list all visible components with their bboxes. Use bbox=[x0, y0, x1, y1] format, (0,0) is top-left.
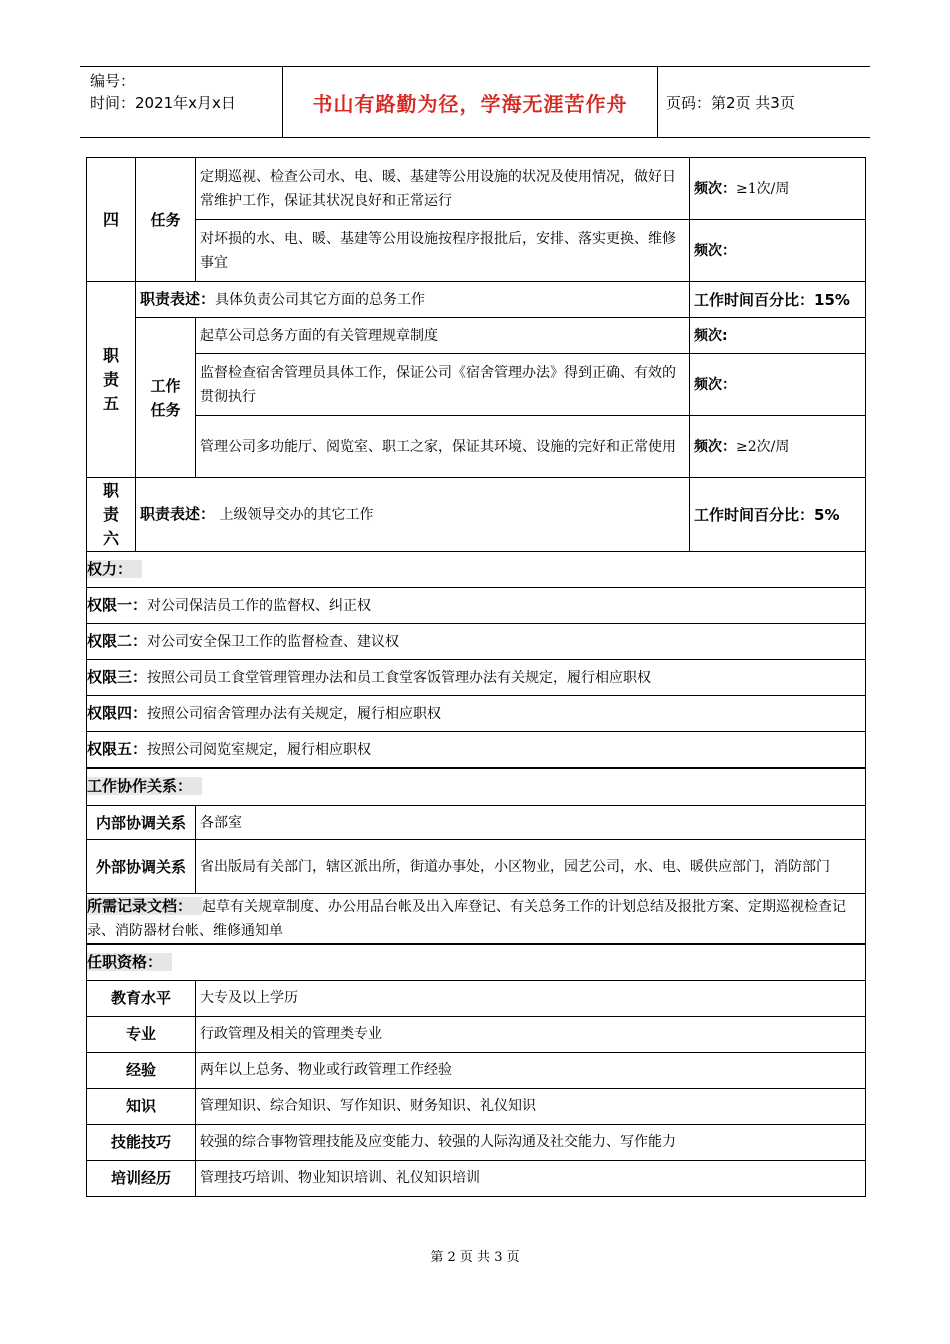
duty5-task-label-text: 工作任务 bbox=[150, 376, 181, 419]
authority-label: 权限一： bbox=[87, 596, 148, 614]
authority-item bbox=[87, 588, 866, 624]
authority-row bbox=[87, 624, 866, 660]
qualification-value: 管理技巧培训、物业知识培训、礼仪知识培训 bbox=[196, 1160, 866, 1196]
header-meta bbox=[80, 67, 282, 137]
duty5-task-text: 起草公司总务方面的有关管理规章制度 bbox=[196, 318, 690, 354]
authority-text: 对公司安全保卫工作的监督检查、建议权 bbox=[147, 634, 400, 650]
authority-text: 按照公司员工食堂管理管理办法和员工食堂客饭管理办法有关规定，履行相应职权 bbox=[147, 670, 652, 686]
authority-row bbox=[87, 588, 866, 624]
duty5-percent: 工作时间百分比：15% bbox=[690, 282, 866, 318]
authority-item bbox=[87, 696, 866, 732]
qualification-row bbox=[87, 1016, 866, 1052]
freq-label: 频次： bbox=[694, 376, 736, 393]
job-description-table bbox=[86, 157, 866, 1197]
doc-number-label: 编号： bbox=[90, 72, 136, 90]
duty5-task-freq bbox=[690, 318, 866, 354]
freq-label: 频次： bbox=[694, 438, 736, 455]
external-label: 外部协调关系 bbox=[87, 840, 196, 894]
qualification-value: 行政管理及相关的管理类专业 bbox=[196, 1016, 866, 1052]
qualification-title bbox=[87, 944, 866, 980]
freq-label: 频次: bbox=[694, 327, 728, 344]
duty5-desc bbox=[136, 282, 690, 318]
duty5-desc-row bbox=[87, 282, 866, 318]
duty6-number-text: 职责六 bbox=[103, 480, 120, 548]
qualification-label: 专业 bbox=[87, 1016, 196, 1052]
records bbox=[87, 894, 866, 945]
internal-label: 内部协调关系 bbox=[87, 806, 196, 840]
page-footer: 第 2 页 共 3 页 bbox=[430, 1250, 520, 1265]
authority-text: 按照公司阅览室规定，履行相应职权 bbox=[147, 741, 372, 758]
records-row bbox=[87, 894, 866, 945]
cooperation-title-text: 工作协作关系： bbox=[87, 777, 202, 795]
duty5-task-freq bbox=[690, 416, 866, 478]
cooperation-external-row bbox=[87, 840, 866, 894]
duty6-desc-text: 上级领导交办的其它工作 bbox=[215, 507, 374, 523]
qualification-row bbox=[87, 1052, 866, 1088]
duty5-task-text: 监督检查宿舍管理员具体工作，保证公司《宿舍管理办法》得到正确、有效的贯彻执行 bbox=[196, 354, 690, 416]
authority-label: 权限五： bbox=[87, 739, 148, 758]
duty5-task-row bbox=[87, 416, 866, 478]
freq-value: ≥1次/周 bbox=[736, 180, 790, 197]
duty5-task-label bbox=[136, 318, 196, 478]
records-label: 所需记录文档： bbox=[87, 897, 202, 915]
duty5-number-text: 职责五 bbox=[103, 345, 120, 413]
page-header bbox=[80, 66, 870, 138]
duty4-task-label: 任务 bbox=[136, 158, 196, 282]
header-page-number: 页码：第2页 共3页 bbox=[666, 93, 795, 112]
qualification-title-row bbox=[87, 944, 866, 980]
qualification-row bbox=[87, 1124, 866, 1160]
authority-title-text: 权力： bbox=[87, 560, 142, 578]
authority-item bbox=[87, 624, 866, 660]
external-value: 省出版局有关部门，辖区派出所，街道办事处，小区物业，园艺公司，水、电、暖供应部门，消防部门 bbox=[196, 840, 866, 894]
authority-item bbox=[87, 732, 866, 768]
qualification-row bbox=[87, 980, 866, 1016]
qualification-value: 管理知识、综合知识、写作知识、财务知识、礼仪知识 bbox=[196, 1088, 866, 1124]
authority-label: 权限四： bbox=[87, 704, 148, 722]
duty5-number bbox=[87, 282, 136, 478]
duty4-task-row bbox=[87, 220, 866, 282]
authority-label: 权限二： bbox=[87, 632, 148, 650]
duty4-task-text: 对坏损的水、电、暖、基建等公用设施按程序报批后，安排、落实更换、维修事宜 bbox=[196, 220, 690, 282]
duty5-task-row bbox=[87, 354, 866, 416]
duty5-desc-text: 具体负责公司其它方面的总务工作 bbox=[215, 292, 426, 308]
qualification-label: 培训经历 bbox=[87, 1160, 196, 1196]
duty5-desc-label: 职责表述： bbox=[140, 290, 216, 308]
duty4-task-freq bbox=[690, 220, 866, 282]
freq-value: ≥2次/周 bbox=[736, 438, 790, 455]
cooperation-title bbox=[87, 768, 866, 806]
freq-label: 频次： bbox=[694, 242, 736, 259]
doc-time-label: 时间：2021年x月x日 bbox=[90, 94, 236, 112]
authority-title bbox=[87, 552, 866, 588]
cooperation-title-row bbox=[87, 768, 866, 806]
authority-item bbox=[87, 660, 866, 696]
duty5-task-freq bbox=[690, 354, 866, 416]
qualification-value: 两年以上总务、物业或行政管理工作经验 bbox=[196, 1052, 866, 1088]
internal-value: 各部室 bbox=[196, 806, 866, 840]
duty4-task-text: 定期巡视、检查公司水、电、暖、基建等公用设施的状况及使用情况，做好日常维护工作，保证其状况良好和正常运行 bbox=[196, 158, 690, 220]
duty4-task-freq bbox=[690, 158, 866, 220]
cooperation-internal-row bbox=[87, 806, 866, 840]
duty5-task-text: 管理公司多功能厅、阅览室、职工之家，保证其环境、设施的完好和正常使用 bbox=[196, 416, 690, 478]
duty6-number bbox=[87, 478, 136, 552]
authority-row bbox=[87, 660, 866, 696]
duty6-row bbox=[87, 478, 866, 552]
duty5-task-row bbox=[87, 318, 866, 354]
duty4-number: 四 bbox=[87, 158, 136, 282]
qualification-label: 知识 bbox=[87, 1088, 196, 1124]
freq-label: 频次： bbox=[694, 180, 736, 197]
authority-row bbox=[87, 732, 866, 768]
authority-row bbox=[87, 696, 866, 732]
duty6-desc bbox=[136, 478, 690, 552]
qualification-label: 经验 bbox=[87, 1052, 196, 1088]
duty6-desc-label: 职责表述： bbox=[140, 505, 216, 523]
qualification-row bbox=[87, 1088, 866, 1124]
qualification-row bbox=[87, 1160, 866, 1196]
duty6-percent: 工作时间百分比：5% bbox=[690, 478, 866, 552]
duty4-task-row bbox=[87, 158, 866, 220]
authority-text: 对公司保洁员工作的监督权、纠正权 bbox=[147, 598, 372, 614]
qualification-value: 较强的综合事物管理技能及应变能力、较强的人际沟通及社交能力、写作能力 bbox=[196, 1124, 866, 1160]
authority-label: 权限三： bbox=[87, 668, 148, 686]
records-text: 起草有关规章制度、办公用品台帐及出入库登记、有关总务工作的计划总结及报批方案、定期巡视检查记录、消防器材台帐、维修通知单 bbox=[87, 899, 847, 939]
qualification-title-text: 任职资格： bbox=[87, 953, 172, 971]
qualification-label: 教育水平 bbox=[87, 980, 196, 1016]
qualification-label: 技能技巧 bbox=[87, 1124, 196, 1160]
authority-title-row bbox=[87, 552, 866, 588]
header-slogan: 书山有路勤为径，学海无涯苦作舟 bbox=[282, 67, 658, 137]
qualification-value: 大专及以上学历 bbox=[196, 980, 866, 1016]
authority-text: 按照公司宿舍管理办法有关规定，履行相应职权 bbox=[147, 706, 442, 722]
